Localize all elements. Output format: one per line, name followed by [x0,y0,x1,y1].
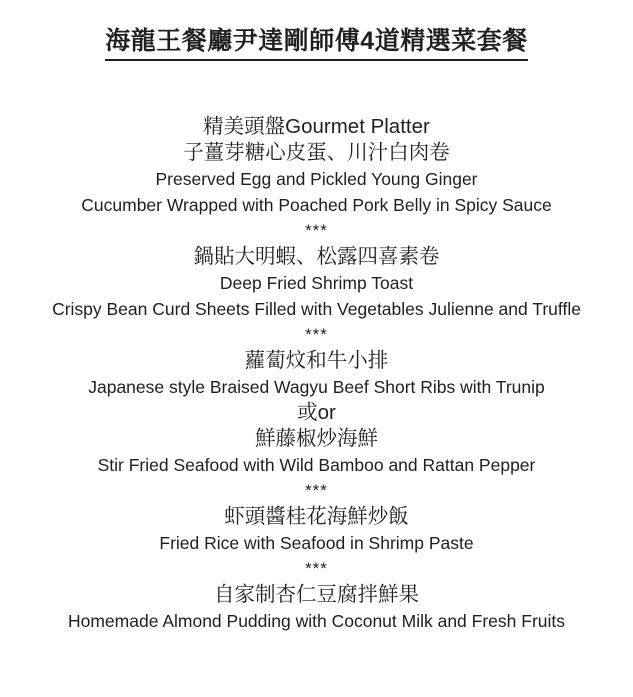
dish-name-zh: 虾頭醬桂花海鮮炒飯 [224,505,409,528]
dish-name-en: Cucumber Wrapped with Poached Pork Belly in Spicy Sauce [81,195,552,215]
menu-title: 海龍王餐廳尹達剛師傅4道精選菜套餐 [105,26,527,61]
course-separator: *** [305,481,328,500]
course-header-appetizer: 精美頭盤Gourmet Platter [203,115,430,138]
dish-name-zh: 蘿蔔炆和牛小排 [244,349,389,372]
menu-body [0,114,633,634]
course-separator: *** [305,559,328,578]
dish-name-en: Crispy Bean Curd Sheets Filled with Vegetables Julienne and Truffle [52,299,581,319]
dish-name-zh: 自家制杏仁豆腐拌鮮果 [214,583,419,606]
dish-name-zh: 鍋貼大明蝦、松露四喜素卷 [193,245,440,268]
dish-name-en: Homemade Almond Pudding with Coconut Milk and Fresh Fruits [67,611,566,631]
dish-name-en: Fried Rice with Seafood in Shrimp Paste [159,533,474,553]
dish-name-zh: 鮮藤椒炒海鮮 [255,427,378,450]
course-separator: *** [305,221,328,240]
dish-name-en: Preserved Egg and Pickled Young Ginger [155,169,478,189]
or-divider: 或or [297,401,336,424]
dish-name-en: Stir Fried Seafood with Wild Bamboo and Rattan Pepper [97,455,536,475]
course-separator: *** [305,325,328,344]
dish-name-en: Deep Fried Shrimp Toast [219,273,414,293]
dish-name-en: Japanese style Braised Wagyu Beef Short Ribs with Trunip [88,377,545,397]
dish-name-zh: 子薑芽糖心皮蛋、川汁白肉卷 [183,141,450,164]
